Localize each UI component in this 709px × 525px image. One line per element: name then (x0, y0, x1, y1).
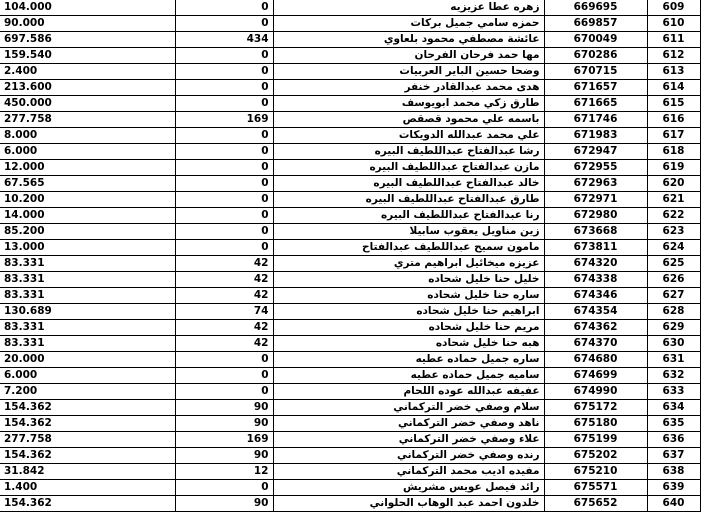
amount-cell: 12.000 (0, 160, 175, 176)
seq-cell: 634 (647, 400, 700, 416)
amount-cell: 14.000 (0, 208, 175, 224)
table-row (0, 416, 700, 432)
amount-cell: 83.331 (0, 320, 175, 336)
id-cell: 672947 (544, 144, 647, 160)
table-row (0, 176, 700, 192)
id-cell: 672955 (544, 160, 647, 176)
seq-cell: 619 (647, 160, 700, 176)
amount-cell: 20.000 (0, 352, 175, 368)
id-cell: 675210 (544, 464, 647, 480)
amount-cell: 6.000 (0, 368, 175, 384)
id-cell: 671746 (544, 112, 647, 128)
table-row (0, 192, 700, 208)
name-cell: عفيفه عبدالله عوده اللحام (273, 384, 544, 400)
count-cell: 0 (175, 384, 273, 400)
count-cell: 42 (175, 272, 273, 288)
name-cell: باسمه علي محمود قصقص (273, 112, 544, 128)
count-cell: 0 (175, 208, 273, 224)
seq-cell: 611 (647, 32, 700, 48)
name-cell: زهره عطا عزيزيه (273, 0, 544, 16)
id-cell: 674680 (544, 352, 647, 368)
count-cell: 90 (175, 400, 273, 416)
name-cell: مازن عبدالفتاح عبداللطيف البيره (273, 160, 544, 176)
id-cell: 671665 (544, 96, 647, 112)
table-row (0, 480, 700, 496)
table-row (0, 0, 700, 16)
count-cell: 0 (175, 144, 273, 160)
table-row (0, 496, 700, 512)
id-cell: 675202 (544, 448, 647, 464)
amount-cell: 31.842 (0, 464, 175, 480)
count-cell: 434 (175, 32, 273, 48)
amount-cell: 154.362 (0, 448, 175, 464)
count-cell: 0 (175, 224, 273, 240)
name-cell: ابراهيم حنا خليل شحاده (273, 304, 544, 320)
name-cell: ساميه جميل حماده عطيه (273, 368, 544, 384)
id-cell: 671983 (544, 128, 647, 144)
id-cell: 670286 (544, 48, 647, 64)
count-cell: 0 (175, 240, 273, 256)
name-cell: ساره جميل حماده عطيه (273, 352, 544, 368)
amount-cell: 159.540 (0, 48, 175, 64)
name-cell: ساره حنا خليل شحاده (273, 288, 544, 304)
table-row (0, 128, 700, 144)
count-cell: 90 (175, 416, 273, 432)
name-cell: مها حمد فرحان الفرحان (273, 48, 544, 64)
count-cell: 12 (175, 464, 273, 480)
amount-cell: 697.586 (0, 32, 175, 48)
id-cell: 675652 (544, 496, 647, 512)
count-cell: 0 (175, 368, 273, 384)
seq-cell: 620 (647, 176, 700, 192)
seq-cell: 623 (647, 224, 700, 240)
seq-cell: 610 (647, 16, 700, 32)
amount-cell: 154.362 (0, 416, 175, 432)
id-cell: 672971 (544, 192, 647, 208)
name-cell: خليل حنا خليل شحاده (273, 272, 544, 288)
table-row (0, 256, 700, 272)
seq-cell: 629 (647, 320, 700, 336)
id-cell: 674320 (544, 256, 647, 272)
seq-cell: 628 (647, 304, 700, 320)
count-cell: 0 (175, 128, 273, 144)
count-cell: 0 (175, 16, 273, 32)
count-cell: 42 (175, 320, 273, 336)
name-cell: مفيده اديب محمد التركماني (273, 464, 544, 480)
seq-cell: 640 (647, 496, 700, 512)
amount-cell: 67.565 (0, 176, 175, 192)
amount-cell: 13.000 (0, 240, 175, 256)
seq-cell: 618 (647, 144, 700, 160)
seq-cell: 615 (647, 96, 700, 112)
count-cell: 169 (175, 112, 273, 128)
name-cell: طارق زكي محمد ابويوسف (273, 96, 544, 112)
name-cell: رنا عبدالفتاح عبداللطيف البيره (273, 208, 544, 224)
amount-cell: 1.400 (0, 480, 175, 496)
id-cell: 674338 (544, 272, 647, 288)
name-cell: مريم حنا خليل شحاده (273, 320, 544, 336)
table-row (0, 144, 700, 160)
table-row (0, 240, 700, 256)
table-row (0, 352, 700, 368)
count-cell: 0 (175, 480, 273, 496)
name-cell: عزيزه ميخائيل ابراهيم متري (273, 256, 544, 272)
table-row (0, 432, 700, 448)
seq-cell: 624 (647, 240, 700, 256)
id-cell: 674362 (544, 320, 647, 336)
table-row (0, 400, 700, 416)
seq-cell: 636 (647, 432, 700, 448)
table-row (0, 304, 700, 320)
name-cell: علي محمد عبدالله الدويكات (273, 128, 544, 144)
amount-cell: 83.331 (0, 288, 175, 304)
seq-cell: 616 (647, 112, 700, 128)
name-cell: خالد عبدالفتاح عبداللطيف البيره (273, 176, 544, 192)
id-cell: 669857 (544, 16, 647, 32)
table-row (0, 48, 700, 64)
count-cell: 0 (175, 80, 273, 96)
amount-cell: 2.400 (0, 64, 175, 80)
table-row (0, 96, 700, 112)
amount-cell: 85.200 (0, 224, 175, 240)
name-cell: حمزه سامي جميل بركات (273, 16, 544, 32)
name-cell: رنده وصفي خضر التركماني (273, 448, 544, 464)
name-cell: رائد فيصل عويس مشريش (273, 480, 544, 496)
id-cell: 670715 (544, 64, 647, 80)
seq-cell: 622 (647, 208, 700, 224)
id-cell: 669695 (544, 0, 647, 16)
amount-cell: 154.362 (0, 496, 175, 512)
table-row (0, 64, 700, 80)
amount-cell: 83.331 (0, 256, 175, 272)
id-cell: 675571 (544, 480, 647, 496)
seq-cell: 633 (647, 384, 700, 400)
count-cell: 0 (175, 192, 273, 208)
count-cell: 0 (175, 48, 273, 64)
id-cell: 674354 (544, 304, 647, 320)
amount-cell: 104.000 (0, 0, 175, 16)
table-row (0, 320, 700, 336)
seq-cell: 621 (647, 192, 700, 208)
amount-cell: 277.758 (0, 112, 175, 128)
count-cell: 90 (175, 448, 273, 464)
seq-cell: 630 (647, 336, 700, 352)
id-cell: 674370 (544, 336, 647, 352)
id-cell: 672980 (544, 208, 647, 224)
table-row (0, 288, 700, 304)
id-cell: 675199 (544, 432, 647, 448)
amount-cell: 6.000 (0, 144, 175, 160)
name-cell: هدى محمد عبدالقادر خنفر (273, 80, 544, 96)
name-cell: وضحا حسين الباير العربيات (273, 64, 544, 80)
count-cell: 0 (175, 176, 273, 192)
seq-cell: 639 (647, 480, 700, 496)
table-row (0, 160, 700, 176)
amount-cell: 450.000 (0, 96, 175, 112)
amount-cell: 8.000 (0, 128, 175, 144)
name-cell: مامون سميح عبداللطيف عبدالفتاح (273, 240, 544, 256)
count-cell: 42 (175, 288, 273, 304)
id-cell: 673668 (544, 224, 647, 240)
seq-cell: 617 (647, 128, 700, 144)
table-row (0, 384, 700, 400)
name-cell: سلام وصفي خضر التركماني (273, 400, 544, 416)
id-cell: 675172 (544, 400, 647, 416)
seq-cell: 613 (647, 64, 700, 80)
count-cell: 42 (175, 336, 273, 352)
id-cell: 675180 (544, 416, 647, 432)
id-cell: 673811 (544, 240, 647, 256)
table-row (0, 448, 700, 464)
name-cell: عائشة مصطفي محمود بلعاوي (273, 32, 544, 48)
count-cell: 169 (175, 432, 273, 448)
count-cell: 0 (175, 64, 273, 80)
id-cell: 674990 (544, 384, 647, 400)
table-row (0, 16, 700, 32)
id-cell: 674699 (544, 368, 647, 384)
count-cell: 0 (175, 96, 273, 112)
name-cell: رشا عبدالفتاح عبداللطيف البيره (273, 144, 544, 160)
amount-cell: 213.600 (0, 80, 175, 96)
amount-cell: 277.758 (0, 432, 175, 448)
name-cell: خلدون احمد عبد الوهاب الحلواني (273, 496, 544, 512)
amount-cell: 154.362 (0, 400, 175, 416)
table-row (0, 368, 700, 384)
count-cell: 0 (175, 352, 273, 368)
seq-cell: 638 (647, 464, 700, 480)
seq-cell: 625 (647, 256, 700, 272)
seq-cell: 637 (647, 448, 700, 464)
table-row (0, 208, 700, 224)
id-cell: 670049 (544, 32, 647, 48)
seq-cell: 626 (647, 272, 700, 288)
amount-cell: 7.200 (0, 384, 175, 400)
seq-cell: 631 (647, 352, 700, 368)
amount-cell: 10.200 (0, 192, 175, 208)
table-row (0, 272, 700, 288)
name-cell: زين مناويل يعقوب سابيلا (273, 224, 544, 240)
seq-cell: 612 (647, 48, 700, 64)
seq-cell: 632 (647, 368, 700, 384)
id-cell: 671657 (544, 80, 647, 96)
name-cell: علاء وصفي خضر التركماني (273, 432, 544, 448)
name-cell: ناهد وصفي خضر التركماني (273, 416, 544, 432)
id-cell: 674346 (544, 288, 647, 304)
amount-cell: 130.689 (0, 304, 175, 320)
table-row (0, 224, 700, 240)
amount-cell: 83.331 (0, 272, 175, 288)
amount-cell: 90.000 (0, 16, 175, 32)
count-cell: 0 (175, 160, 273, 176)
count-cell: 0 (175, 0, 273, 16)
table-row (0, 80, 700, 96)
id-cell: 672963 (544, 176, 647, 192)
count-cell: 74 (175, 304, 273, 320)
seq-cell: 627 (647, 288, 700, 304)
amount-cell: 83.331 (0, 336, 175, 352)
seq-cell: 635 (647, 416, 700, 432)
seq-cell: 609 (647, 0, 700, 16)
name-cell: طارق عبدالفتاح عبداللطيف البيره (273, 192, 544, 208)
table-row (0, 336, 700, 352)
table-row (0, 32, 700, 48)
seq-cell: 614 (647, 80, 700, 96)
count-cell: 90 (175, 496, 273, 512)
table-row (0, 464, 700, 480)
name-cell: هبه حنا خليل شحاده (273, 336, 544, 352)
table-row (0, 112, 700, 128)
count-cell: 42 (175, 256, 273, 272)
